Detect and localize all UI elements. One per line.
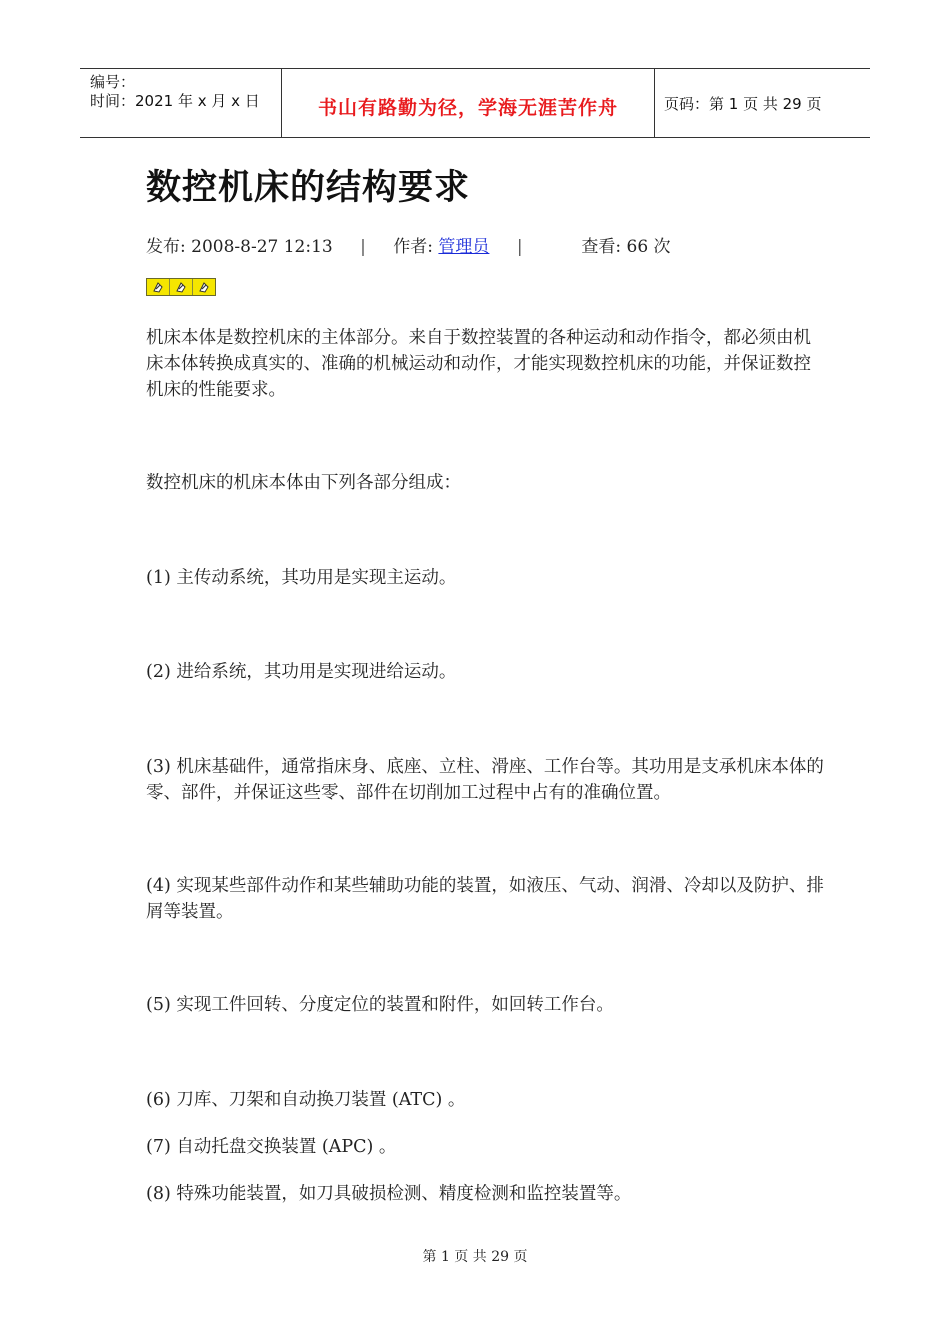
rating-icons [146,278,216,296]
page-footer: 第 1 页 共 29 页 [422,1249,528,1265]
components-heading: 数控机床的机床本体由下列各部分组成： [146,473,461,493]
document-time-label: 时间：2021 年 x 月 x 日 [90,92,260,110]
list-item: (8) 特殊功能装置，如刀具破损检测、精度检测和监控装置等。 [146,1184,632,1204]
list-item: (3) 机床基础件，通常指床身、底座、立柱、滑座、工作台等。其功用是支承机床本体的零、部件，并保证这些零、部件在切削加工过程中占有的准确位置。 [146,757,824,803]
list-item: (4) 实现某些部件动作和某些辅助功能的装置，如液压、气动、润滑、冷却以及防护、排屑等装置。 [146,876,824,922]
publish-date: 发布: 2008-8-27 12:13 [146,237,333,257]
article-title: 数控机床的结构要求 [146,168,471,208]
article-meta [146,232,671,257]
meta-separator: | [516,237,523,257]
document-number-label: 编号： [90,73,136,91]
list-item: (5) 实现工件回转、分度定位的装置和附件，如回转工作台。 [146,995,614,1015]
star-icon [193,279,215,295]
star-icon [170,279,193,295]
author-label: 作者: [393,237,434,257]
list-item: (6) 刀库、刀架和自动换刀装置 (ATC) 。 [146,1090,466,1110]
list-item: (2) 进给系统，其功用是实现进给运动。 [146,662,457,682]
list-item: (1) 主传动系统，其功用是实现主运动。 [146,568,457,588]
intro-paragraph: 机床本体是数控机床的主体部分。来自于数控装置的各种运动和动作指令，都必须由机床本体转换成真实的、准确的机械运动和动作，才能实现数控机床的功能，并保证数控机床的性能要求。 [146,328,811,400]
page-header [80,68,870,138]
star-icon [147,279,170,295]
header-page-cell [655,69,870,137]
header-motto: 书山有路勤为径，学海无涯苦作舟 [317,96,618,119]
author-link[interactable]: 管理员 [438,237,490,257]
header-motto-cell [282,69,655,137]
header-info-cell [80,69,282,137]
list-item: (7) 自动托盘交换装置 (APC) 。 [146,1137,397,1157]
meta-separator: | [360,237,366,257]
view-count: 查看: 66 次 [581,237,671,257]
header-page-info: 页码：第 1 页 共 29 页 [664,94,822,113]
